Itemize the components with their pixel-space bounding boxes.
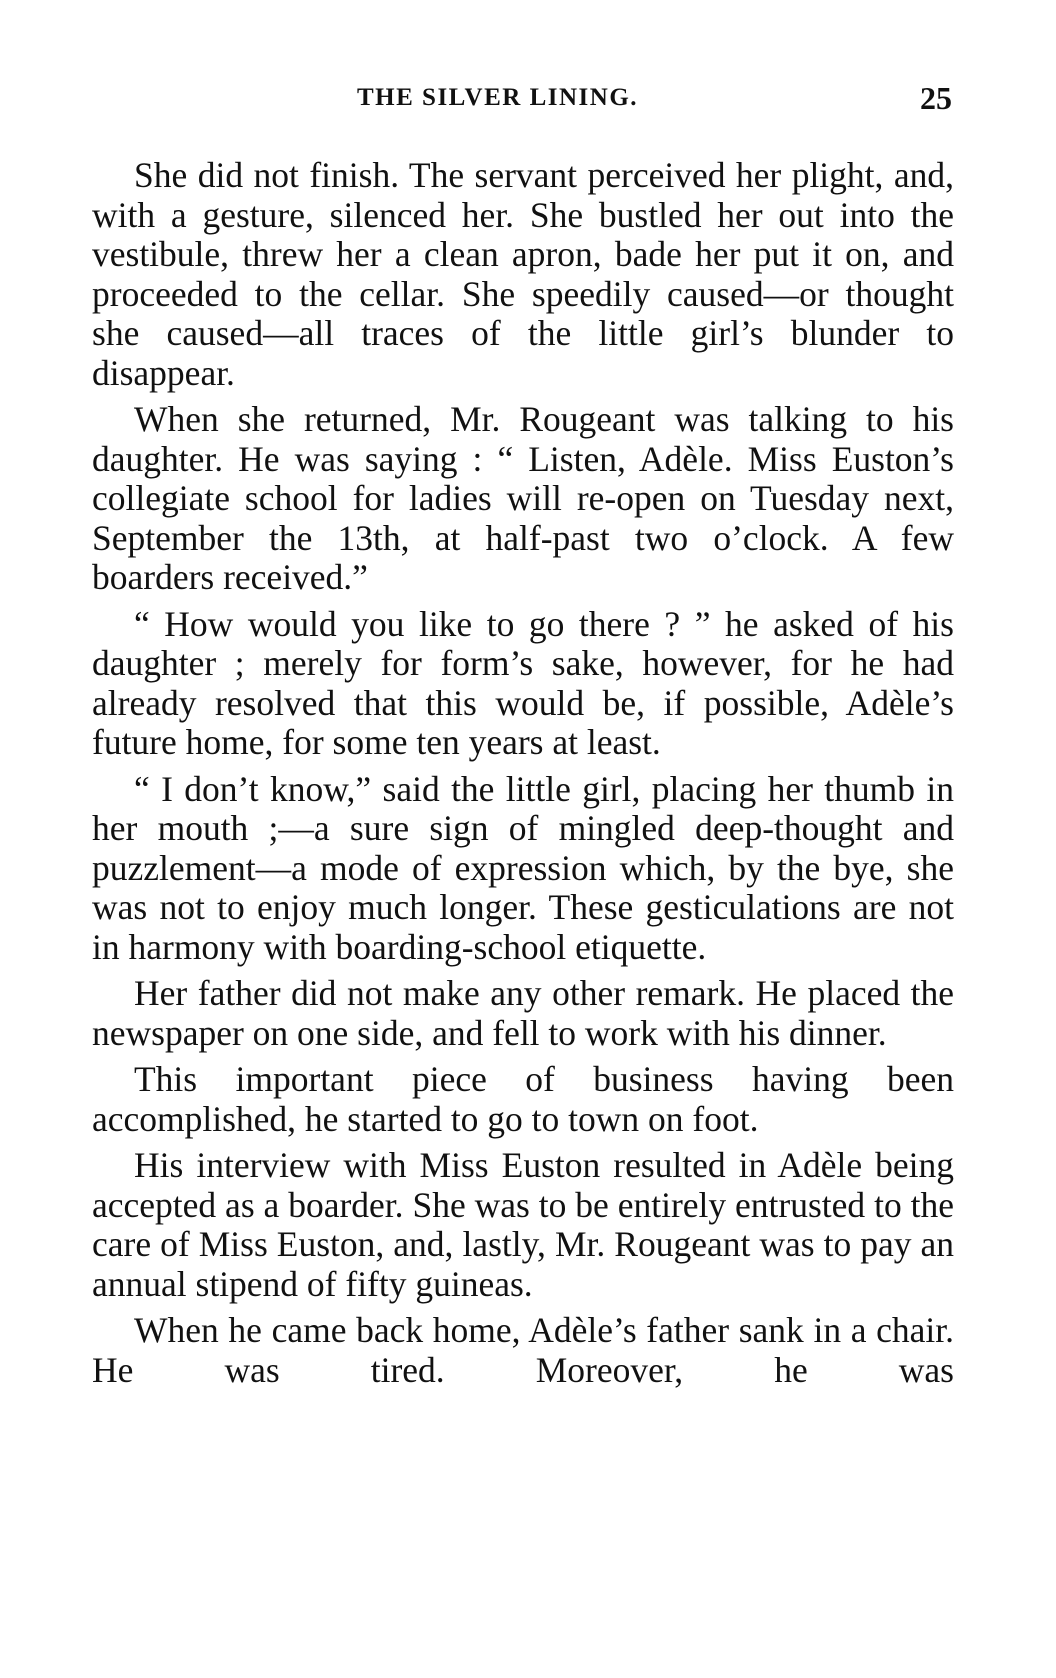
paragraph: “ How would you like to go there ? ” he asked of his daughter ; merely for form’s sake, however, for he had already resolved that this would be, if possible, Adèle’s future home, for some ten years at least. xyxy=(92,603,954,762)
paragraph: When he came back home, Adèle’s father sank in a chair. He was tired. Moreover, he was xyxy=(92,1310,954,1390)
body-text xyxy=(92,156,954,1390)
paragraph: Her father did not make any other remark. He placed the newspaper on one side, and fell to work with his dinner. xyxy=(92,973,954,1053)
page-number: 25 xyxy=(920,80,952,116)
paragraph: When she returned, Mr. Rougeant was talking to his daughter. He was saying : “ Listen, Adèle. Miss Euston’s collegiate school for ladies will re-open on Tuesday next, September the 13th, at half-past two o’clock. A few boarders received.” xyxy=(92,399,954,597)
paragraph: This important piece of business having been accomplished, he started to go to town on foot. xyxy=(92,1059,954,1139)
paragraph: “ I don’t know,” said the little girl, placing her thumb in her mouth ;—a sure sign of mingled deep-thought and puzzlement—a mode of expression which, by the bye, she was not to enjoy much longer. These gesticulations are not in harmony with boarding-school etiquette. xyxy=(92,768,954,967)
paragraph: His interview with Miss Euston resulted in Adèle being accepted as a boarder. She was to be entirely entrusted to the care of Miss Euston, and, lastly, Mr. Rougeant was to pay an annual stipend of fifty guineas. xyxy=(92,1145,954,1304)
paragraph: She did not finish. The servant perceived her plight, and, with a gesture, silenced her. She bustled her out into the vestibule, threw her a clean apron, bade her put it on, and proceeded to the cellar. She speedily caused—or thought she caused—all traces of the little girl’s blunder to disappear. xyxy=(92,155,954,393)
running-head xyxy=(92,80,952,120)
running-title: THE SILVER LINING. xyxy=(357,84,639,111)
